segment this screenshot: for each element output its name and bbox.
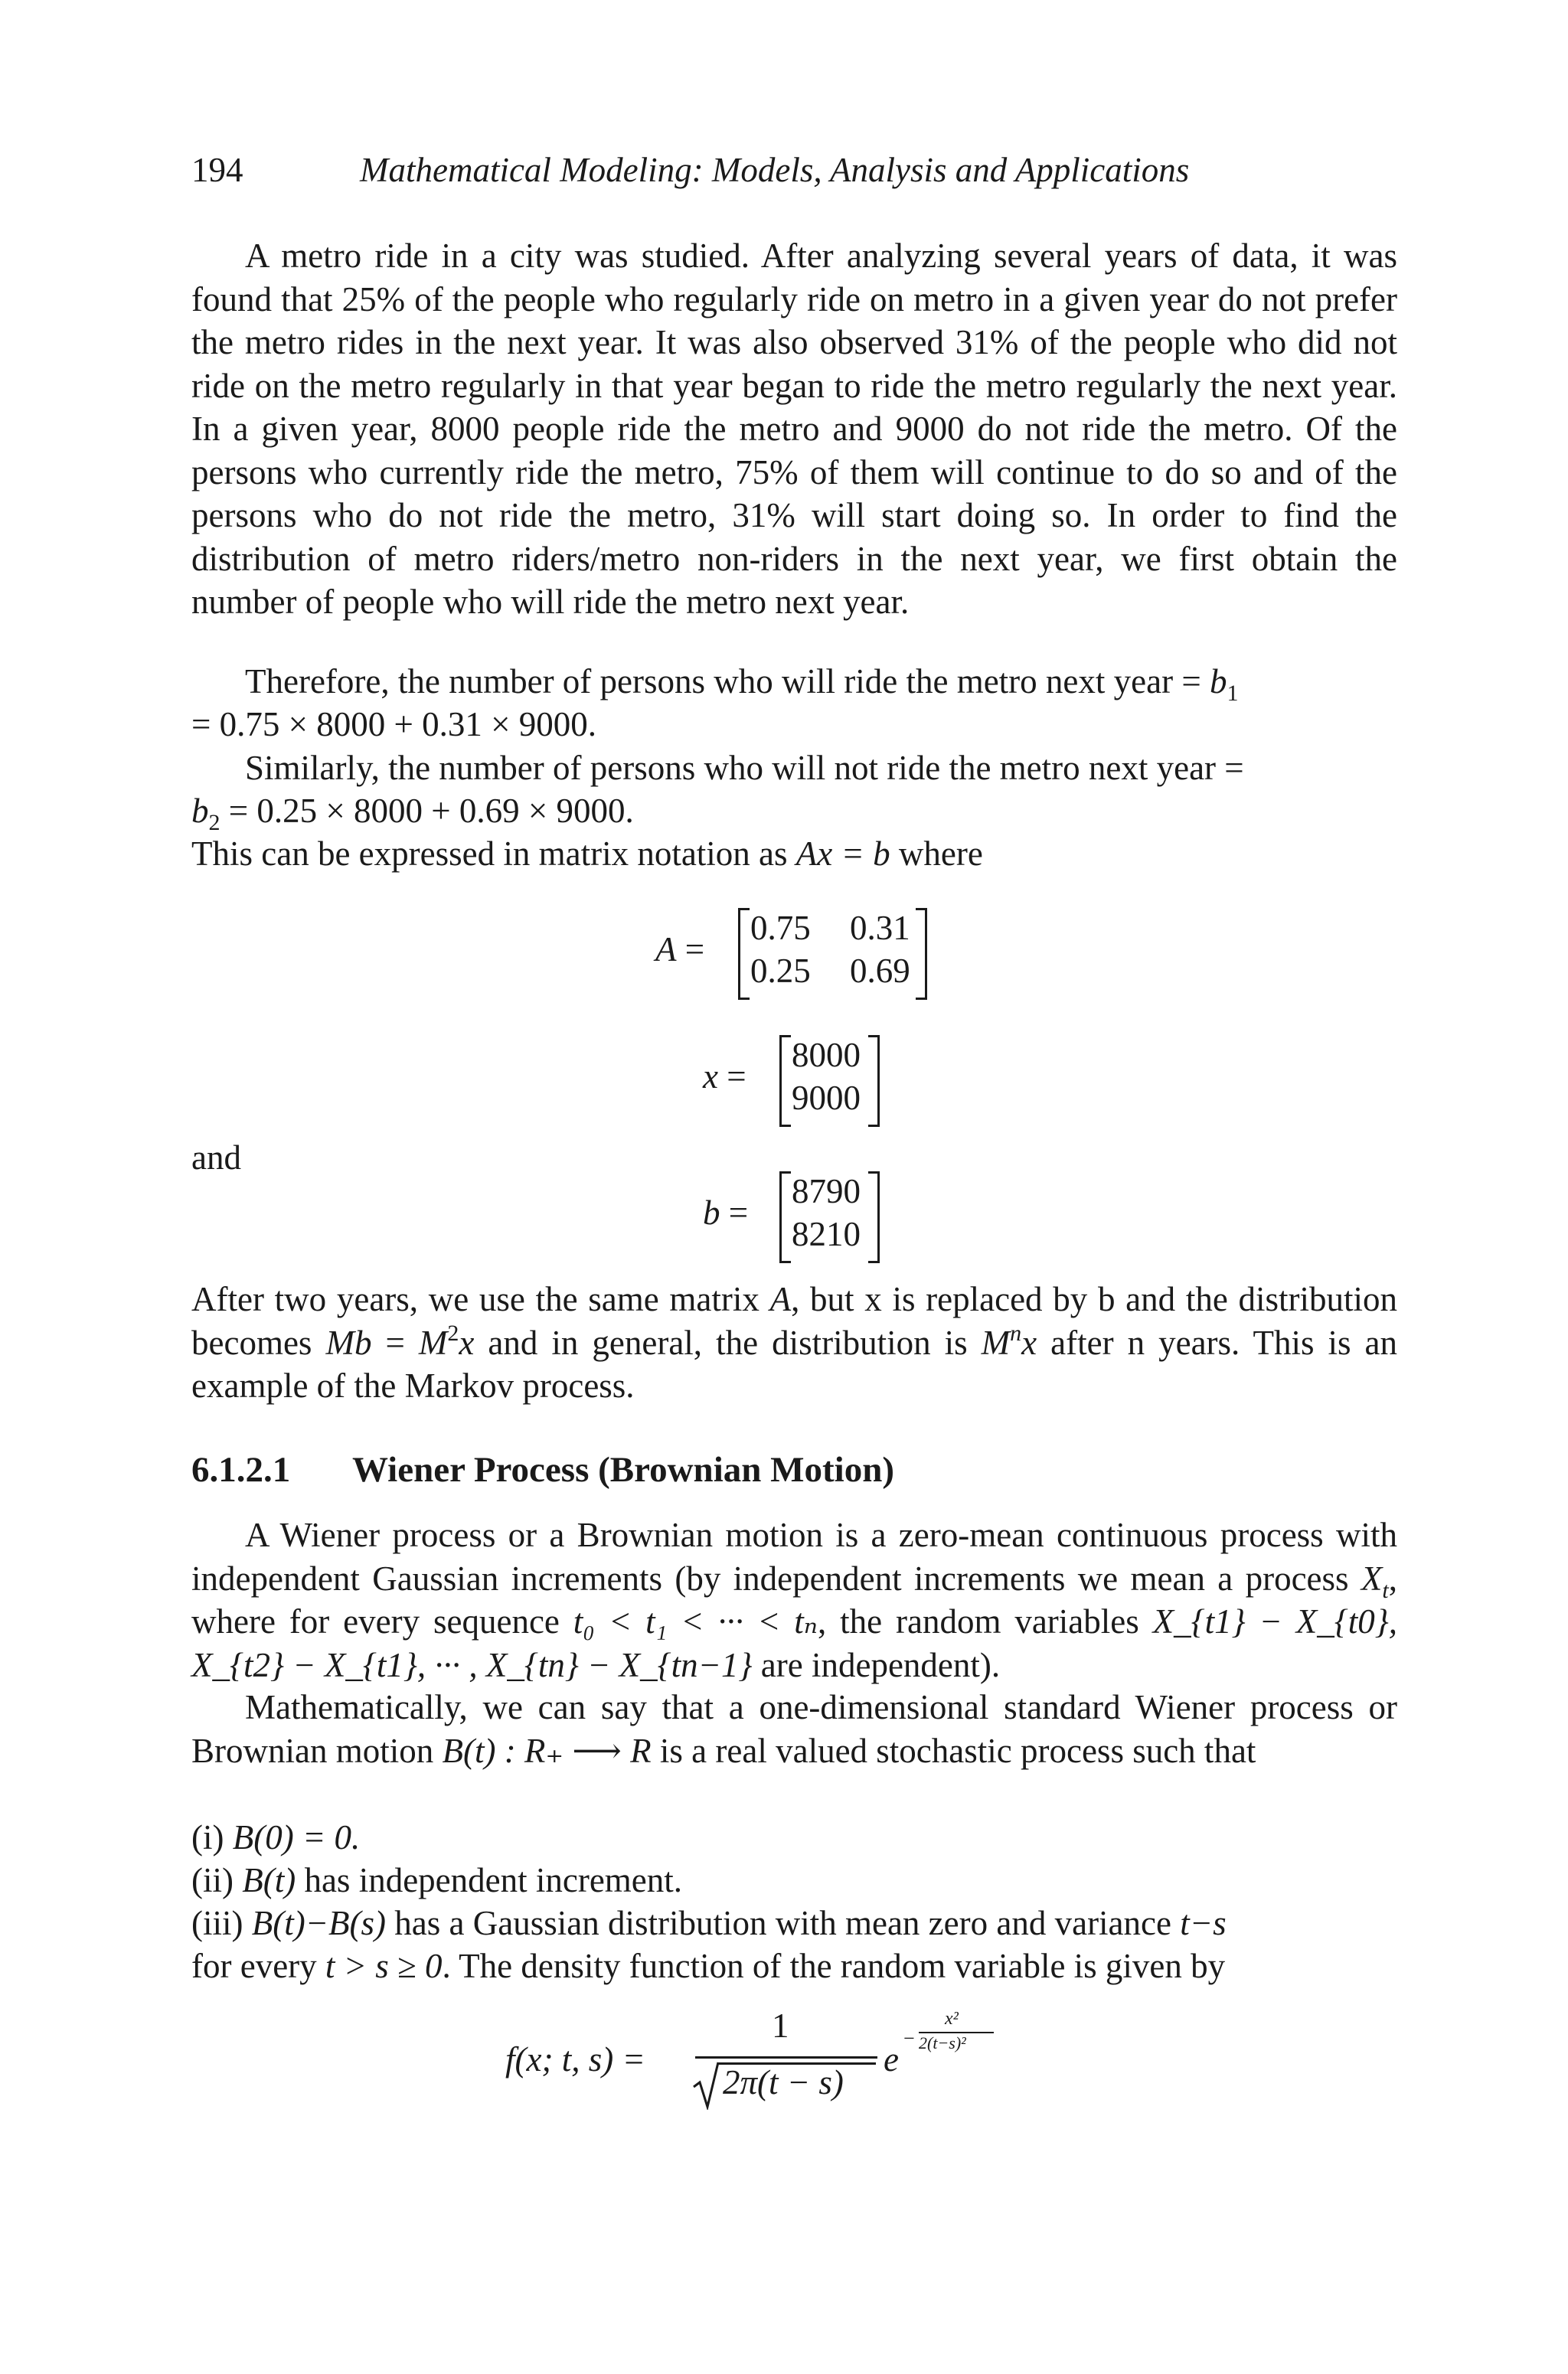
paragraph-density-intro <box>191 1945 1397 1988</box>
item-math: B(t) <box>242 1861 296 1899</box>
matrix-a-label: A = <box>655 930 705 968</box>
p8-text: . The density function of the random variable is given by <box>442 1947 1226 1985</box>
page-number: 194 <box>191 151 243 189</box>
paragraph-mathematically <box>191 1686 1397 1772</box>
list-item <box>191 1816 1397 1860</box>
density-denominator <box>723 2062 844 2102</box>
b1-equation: = 0.75 × 8000 + 0.31 × 9000. <box>191 705 597 743</box>
p6-text: are independent). <box>760 1645 1001 1684</box>
left-bracket <box>779 1171 791 1263</box>
item-math: B(t)−B(s) <box>251 1904 387 1942</box>
density-formula <box>505 2007 1041 2119</box>
matrix-notation-tail: where <box>898 834 983 873</box>
p5-eq: = <box>371 1323 419 1362</box>
p5-text: After two years, we use the same matrix <box>191 1280 760 1318</box>
vector-b-label: b = <box>703 1194 749 1232</box>
matrix-notation-line <box>191 832 1397 876</box>
item-label: (ii) <box>191 1861 234 1899</box>
p6-t: t <box>1382 1577 1389 1603</box>
book-title: Mathematical Modeling: Models, Analysis and Applications <box>360 151 1190 189</box>
item-text: has independent increment. <box>304 1861 683 1899</box>
p6-text: , the random variables <box>817 1602 1139 1641</box>
b2-rhs: = 0.25 × 8000 + 0.69 × 9000. <box>220 792 634 830</box>
section-title: Wiener Process (Brownian Motion) <box>352 1450 895 1490</box>
list-item <box>191 1902 1397 1945</box>
left-bracket <box>738 908 750 1000</box>
p5-mn: M <box>981 1323 1011 1362</box>
section-heading <box>191 1449 894 1491</box>
density-lhs-text: f(x; t, s) = <box>505 2040 645 2078</box>
item-text: has a Gaussian distribution with mean zero and variance <box>394 1904 1171 1942</box>
p6-text: , where for every sequence <box>191 1559 1397 1641</box>
b1-symbol: b <box>1209 662 1227 700</box>
sqrt-icon <box>692 2061 720 2110</box>
p7-text: Mathematically, we can say that a one-dimensional standard Wiener process or Brownian motion <box>191 1688 1397 1770</box>
b2-subscript: 2 <box>208 810 220 835</box>
matrix-cell: 0.25 <box>750 952 811 990</box>
density-lhs <box>505 2039 645 2079</box>
p5-text: , but x is replaced by b and the distribution becomes <box>191 1280 1398 1362</box>
vector-x-label: x = <box>703 1057 746 1096</box>
p6-sequence: t₀ < t₁ < ··· < tₙ <box>573 1602 818 1641</box>
matrix-cell: 0.75 <box>750 909 811 947</box>
running-header <box>191 150 1401 196</box>
p5-n: n <box>1010 1320 1022 1346</box>
p5-text: after n years. This is an example of the Markov process. <box>191 1323 1398 1405</box>
section-number: 6.1.2.1 <box>191 1450 291 1490</box>
p8-text: for every <box>191 1947 317 1985</box>
item-math: B(0) = 0. <box>232 1818 361 1856</box>
item-math: t−s <box>1180 1904 1227 1942</box>
right-bracket <box>916 908 927 1000</box>
matrix-cell: 0.31 <box>850 909 910 947</box>
matrix-notation-text: This can be expressed in matrix notation as <box>191 834 788 873</box>
paragraph-wiener <box>191 1514 1397 1687</box>
b1-subscript: 1 <box>1227 681 1239 706</box>
vector-cell: 8210 <box>792 1215 861 1253</box>
p6-variables: X_{t1} − X_{t0}, X_{t2} − X_{t1}, ··· , X_{tn} − X_{tn−1} <box>191 1602 1397 1684</box>
vector-cell: 8790 <box>792 1172 861 1210</box>
density-numerator: 1 <box>772 2007 789 2045</box>
exp-den-text: 2(t−s)² <box>919 2033 966 2052</box>
b2-symbol: b <box>191 792 209 830</box>
fraction-bar <box>695 2056 877 2059</box>
exp-num-text: x² <box>945 2009 959 2029</box>
matrix-cell: 0.69 <box>850 952 910 990</box>
paragraph-metro: A metro ride in a city was studied. After analyzing several years of data, it was found that 25% of the people who regularly ride on metro in a given year do not prefer the metro rides in the next year. It was also observed 31% of the people who did not ride on the metro regularly in that year began to ride the metro regularly the next year. In a given year, 8000 people ride the metro and 9000 do not ride the metro. Of the persons who currently ride the metro, 75% of them will continue to do so and of the persons who do not ride the metro, 31% will start doing so. In order to find the distribution of metro riders/metro non-riders in the next year, we first obtain the number of people who will ride the metro next year. <box>191 237 1397 621</box>
vector-cell: 8000 <box>792 1036 861 1074</box>
matrix-equation: Ax = b <box>795 834 890 873</box>
right-bracket <box>868 1171 880 1263</box>
p5-text: and in general, the distribution is <box>474 1323 968 1362</box>
p5-x: x <box>459 1323 475 1362</box>
list-item <box>191 1859 1397 1902</box>
p5-sup: 2 <box>447 1320 459 1346</box>
paragraph-b1 <box>191 660 1397 704</box>
p6-xt: X <box>1361 1559 1383 1598</box>
exponent-sign: − <box>903 2027 915 2049</box>
item-label: (i) <box>191 1818 224 1856</box>
p5-matrix-a: A <box>769 1280 792 1318</box>
p6-text: A Wiener process or a Brownian motion is a zero-mean continuous process with independent Gaussian increments (by independent increments we mean a process <box>191 1516 1397 1598</box>
item-label: (iii) <box>191 1904 243 1942</box>
p5-xn: x <box>1021 1323 1037 1362</box>
b2-equation <box>191 789 1397 833</box>
b1-text: Therefore, the number of persons who will ride the metro next year = <box>245 662 1201 700</box>
exponent-numerator <box>945 2009 959 2029</box>
vector-cell: 9000 <box>792 1079 861 1117</box>
density-e <box>884 2039 899 2079</box>
exponent-denominator <box>919 2033 966 2053</box>
right-bracket <box>868 1035 880 1127</box>
p8-condition: t > s ≥ 0 <box>325 1947 443 1985</box>
left-bracket <box>779 1035 791 1127</box>
paragraph-b2: Similarly, the number of persons who will not ride the metro next year = <box>245 749 1244 787</box>
paragraph-after-two-years <box>191 1278 1397 1408</box>
p5-mb: Mb <box>325 1323 372 1362</box>
p5-m: M <box>418 1323 448 1362</box>
p7-text: is a real valued stochastic process such that <box>659 1731 1256 1770</box>
denominator-text: 2π(t − s) <box>723 2063 844 2101</box>
p7-map: B(t) : R₊ ⟶ R <box>442 1731 652 1770</box>
and-word: and <box>191 1138 241 1177</box>
e-symbol: e <box>884 2040 899 2078</box>
